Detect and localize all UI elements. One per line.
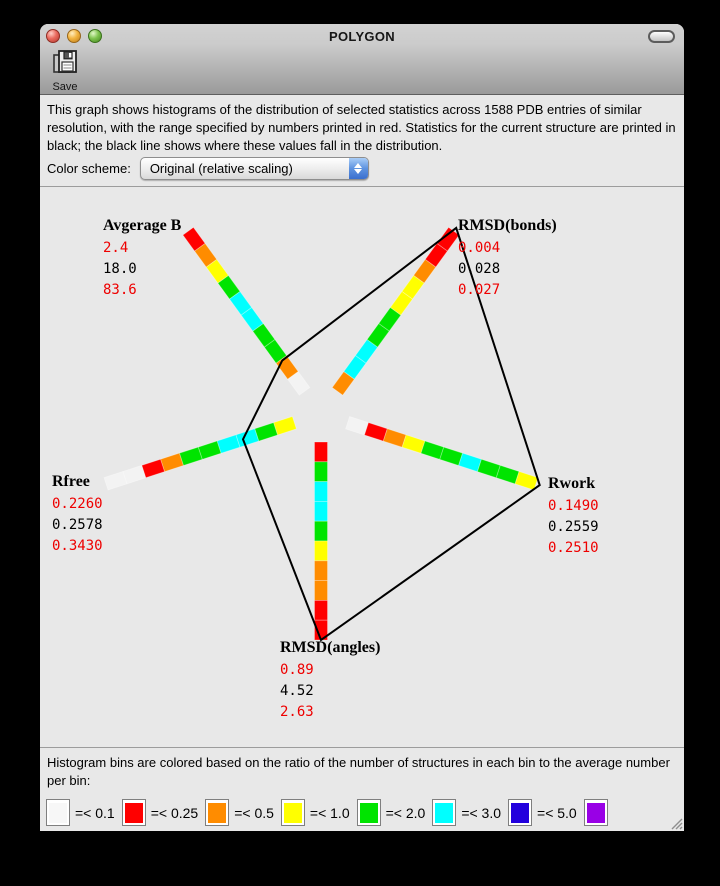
color-scheme-label: Color scheme: bbox=[47, 161, 131, 176]
stat-block-rmsd-bonds bbox=[458, 217, 557, 301]
stat-label: RMSD(bonds) bbox=[458, 217, 557, 234]
description-text: This graph shows histograms of the distribution of selected statistics across 1588 PDB entries of similar resolution, with the range specified by numbers printed in red. Statistics for the current structure are printed in black; the black line shows where these values fall in the distribution. bbox=[47, 102, 676, 153]
legend-label: =< 5.0 bbox=[537, 804, 577, 821]
stat-block-rfree bbox=[52, 473, 103, 557]
description-panel bbox=[40, 95, 684, 187]
legend-swatch-color bbox=[360, 803, 378, 823]
stat-max: 0.027 bbox=[458, 282, 501, 298]
color-scheme-selected-value: Original (relative scaling) bbox=[149, 161, 293, 176]
legend-swatch-color bbox=[49, 803, 67, 823]
legend-swatch bbox=[122, 799, 146, 826]
stat-max: 0.2510 bbox=[548, 540, 599, 556]
legend-swatch bbox=[205, 799, 229, 826]
stat-value: 0.2559 bbox=[548, 519, 599, 535]
legend-description-text: Histogram bins are colored based on the ratio of the number of structures in each bin to the average number per bin: bbox=[47, 755, 670, 788]
histogram-bin bbox=[315, 561, 328, 581]
stat-max: 2.63 bbox=[280, 704, 314, 720]
stat-block-average-b bbox=[103, 217, 181, 301]
stat-value: 0.028 bbox=[458, 261, 501, 277]
legend-swatch-color bbox=[284, 803, 302, 823]
histogram-bin bbox=[315, 501, 328, 521]
legend-item bbox=[508, 799, 577, 826]
stat-min: 0.2260 bbox=[52, 496, 103, 512]
histogram-bin bbox=[515, 472, 538, 490]
legend-item bbox=[281, 799, 350, 826]
legend-item bbox=[46, 799, 115, 826]
legend-swatch-color bbox=[511, 803, 529, 823]
histogram-bar-rmsd-bonds bbox=[332, 227, 459, 395]
legend-label: =< 1.0 bbox=[309, 804, 350, 821]
stat-min: 2.4 bbox=[103, 240, 129, 256]
stat-value: 4.52 bbox=[280, 683, 314, 699]
legend-item bbox=[357, 799, 426, 826]
legend-label: =< 3.0 bbox=[461, 804, 502, 821]
stat-label: RMSD(angles) bbox=[280, 639, 381, 656]
histogram-bar-rfree bbox=[104, 416, 296, 490]
window-title: POLYGON bbox=[329, 29, 395, 44]
stat-value: 0.2578 bbox=[52, 517, 103, 533]
stat-block-rwork bbox=[548, 475, 599, 559]
histogram-bin bbox=[104, 472, 127, 490]
legend-item bbox=[432, 799, 501, 826]
stat-min: 0.89 bbox=[280, 662, 314, 678]
save-floppy-icon bbox=[51, 49, 79, 75]
histogram-bin bbox=[315, 600, 328, 620]
stat-label: Rfree bbox=[52, 473, 90, 490]
histogram-bin bbox=[315, 581, 328, 601]
stat-label: Rwork bbox=[548, 475, 596, 492]
stat-label: Avgerage B bbox=[103, 217, 182, 234]
legend-item bbox=[122, 799, 199, 826]
resize-grip[interactable] bbox=[669, 816, 683, 830]
stat-block-rmsd-angles bbox=[280, 639, 380, 723]
legend-swatch-color bbox=[125, 803, 143, 823]
legend-swatch bbox=[432, 799, 456, 826]
legend-label: =< 0.25 bbox=[150, 804, 199, 821]
histogram-bin bbox=[315, 541, 328, 561]
save-button-label: Save bbox=[52, 81, 78, 93]
legend-panel bbox=[40, 747, 684, 831]
legend-label: =< 0.5 bbox=[234, 804, 274, 821]
save-button[interactable] bbox=[45, 49, 85, 93]
legend-swatch bbox=[46, 799, 70, 826]
color-scheme-row bbox=[47, 157, 369, 180]
legend-swatch bbox=[357, 799, 381, 826]
legend-swatch-color bbox=[208, 803, 226, 823]
toolbar-toggle-button[interactable] bbox=[648, 30, 675, 43]
stat-min: 0.1490 bbox=[548, 498, 599, 514]
stat-max: 83.6 bbox=[103, 282, 137, 298]
histogram-bin bbox=[315, 442, 328, 462]
legend-item bbox=[205, 799, 274, 826]
legend-swatch-color bbox=[435, 803, 453, 823]
legend-item bbox=[584, 799, 613, 826]
legend-swatch bbox=[281, 799, 305, 826]
legend-row bbox=[46, 799, 620, 826]
polygon-window bbox=[40, 24, 684, 831]
histogram-bin bbox=[315, 521, 328, 541]
histogram-bin bbox=[315, 482, 328, 502]
dropdown-stepper-icon bbox=[349, 158, 368, 179]
histogram-bar-rmsd-angles bbox=[315, 442, 328, 640]
stat-max: 0.3430 bbox=[52, 538, 103, 554]
legend-swatch bbox=[584, 799, 608, 826]
histogram-bar-rwork bbox=[346, 416, 538, 490]
histogram-bin bbox=[315, 462, 328, 482]
stat-value: 18.0 bbox=[103, 261, 137, 277]
histogram-bar-average-b bbox=[183, 227, 310, 395]
color-scheme-dropdown[interactable] bbox=[140, 157, 369, 180]
legend-swatch-color bbox=[587, 803, 605, 823]
legend-swatch bbox=[508, 799, 532, 826]
stat-min: 0.004 bbox=[458, 240, 501, 256]
polygon-chart-panel bbox=[40, 187, 684, 747]
title-bar bbox=[40, 24, 684, 95]
legend-label: =< 0.1 bbox=[75, 804, 115, 821]
legend-label: =< 2.0 bbox=[385, 804, 426, 821]
